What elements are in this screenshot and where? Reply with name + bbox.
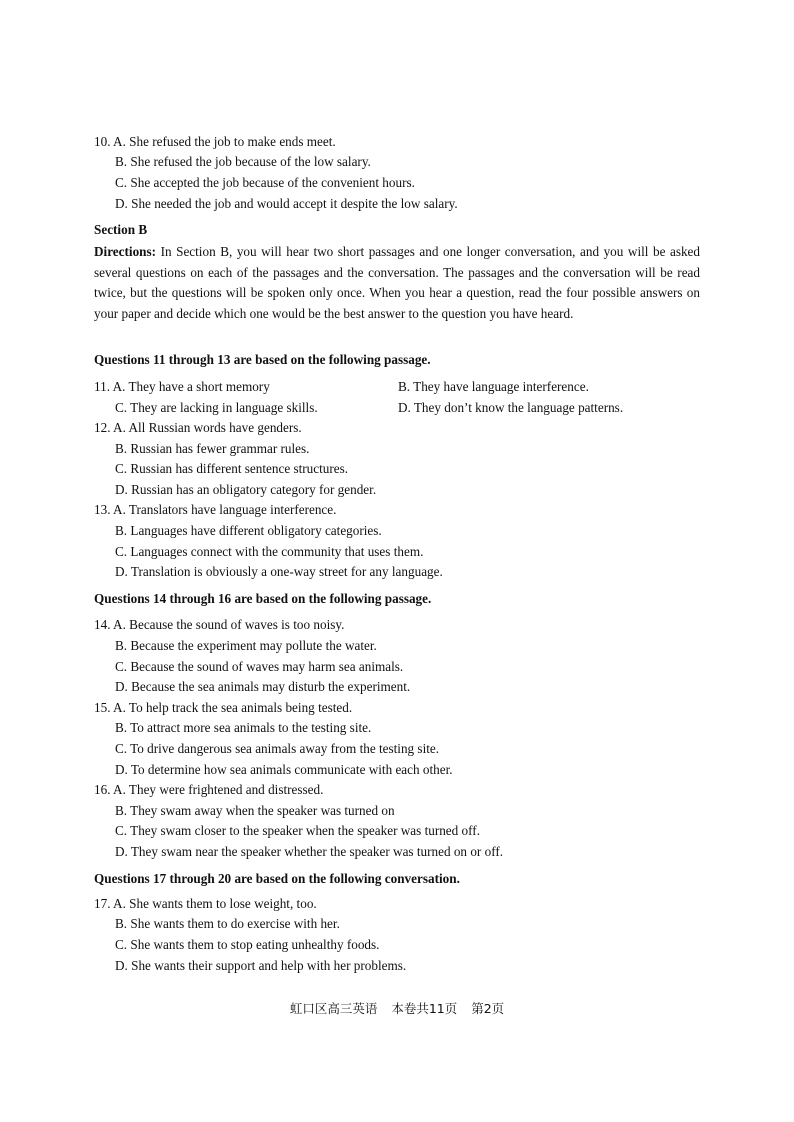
q13-option-d: D. Translation is obviously a one-way street for any language. [115,564,443,579]
q15-option-b: B. To attract more sea animals to the testing site. [115,720,372,735]
q10-option-a: 10. A. She refused the job to make ends meet. [94,134,336,149]
q11-option-a: 11. A. They have a short memory [94,379,270,394]
q16-option-b: B. They swam away when the speaker was turned on [115,803,395,818]
q11-option-d: D. They don’t know the language patterns. [398,400,624,415]
q14-option-a: 14. A. Because the sound of waves is too noisy. [94,617,345,632]
q12-option-b: B. Russian has fewer grammar rules. [115,441,310,456]
directions-label: Directions: [94,244,157,259]
q14-option-d: D. Because the sea animals may disturb the experiment. [115,679,411,694]
q16-option-a: 16. A. They were frightened and distressed. [94,782,324,797]
section-b-title: Section B [94,222,148,237]
footer-page-number: 第2页 [471,1001,505,1016]
footer-total-pages: 本卷共11页 [391,1001,458,1016]
q10-option-d: D. She needed the job and would accept it despite the low salary. [115,196,458,211]
q16-option-c: C. They swam closer to the speaker when the speaker was turned off. [115,823,480,838]
q16-option-d: D. They swam near the speaker whether the speaker was turned on or off. [115,844,504,859]
q12-option-a: 12. A. All Russian words have genders. [94,420,302,435]
q14-option-b: B. Because the experiment may pollute the water. [115,638,377,653]
q10-option-b: B. She refused the job because of the low salary. [115,154,371,169]
group3-heading: Questions 17 through 20 are based on the following conversation. [94,871,460,886]
q13-option-c: C. Languages connect with the community that uses them. [115,544,424,559]
q15-option-c: C. To drive dangerous sea animals away from the testing site. [115,741,440,756]
section-b-directions [94,242,700,324]
q11-option-c: C. They are lacking in language skills. [115,400,318,415]
q17-option-d: D. She wants their support and help with her problems. [115,958,407,973]
q12-option-c: C. Russian has different sentence structures. [115,461,349,476]
q17-option-c: C. She wants them to stop eating unhealthy foods. [115,937,380,952]
q15-option-a: 15. A. To help track the sea animals being tested. [94,700,353,715]
q13-option-a: 13. A. Translators have language interference. [94,502,337,517]
page-footer [0,1001,794,1017]
footer-school: 虹口区高三英语 [289,1001,378,1016]
q17-option-b: B. She wants them to do exercise with her. [115,916,340,931]
group1-heading: Questions 11 through 13 are based on the following passage. [94,352,431,367]
q11-option-b: B. They have language interference. [398,379,589,394]
group2-heading: Questions 14 through 16 are based on the following passage. [94,591,432,606]
directions-text: In Section B, you will hear two short passages and one longer conversation, and you will be asked several questions on each of the passages and the conversation. The passages and the conversation will be read twice, but the questions will be spoken only once. When you hear a question, read the four possible answers on your paper and decide which one would be the best answer to the question you have heard. [94,244,700,321]
q17-option-a: 17. A. She wants them to lose weight, too. [94,896,317,911]
q14-option-c: C. Because the sound of waves may harm sea animals. [115,659,404,674]
q15-option-d: D. To determine how sea animals communicate with each other. [115,762,453,777]
q10-option-c: C. She accepted the job because of the convenient hours. [115,175,415,190]
q13-option-b: B. Languages have different obligatory categories. [115,523,382,538]
q12-option-d: D. Russian has an obligatory category for gender. [115,482,377,497]
